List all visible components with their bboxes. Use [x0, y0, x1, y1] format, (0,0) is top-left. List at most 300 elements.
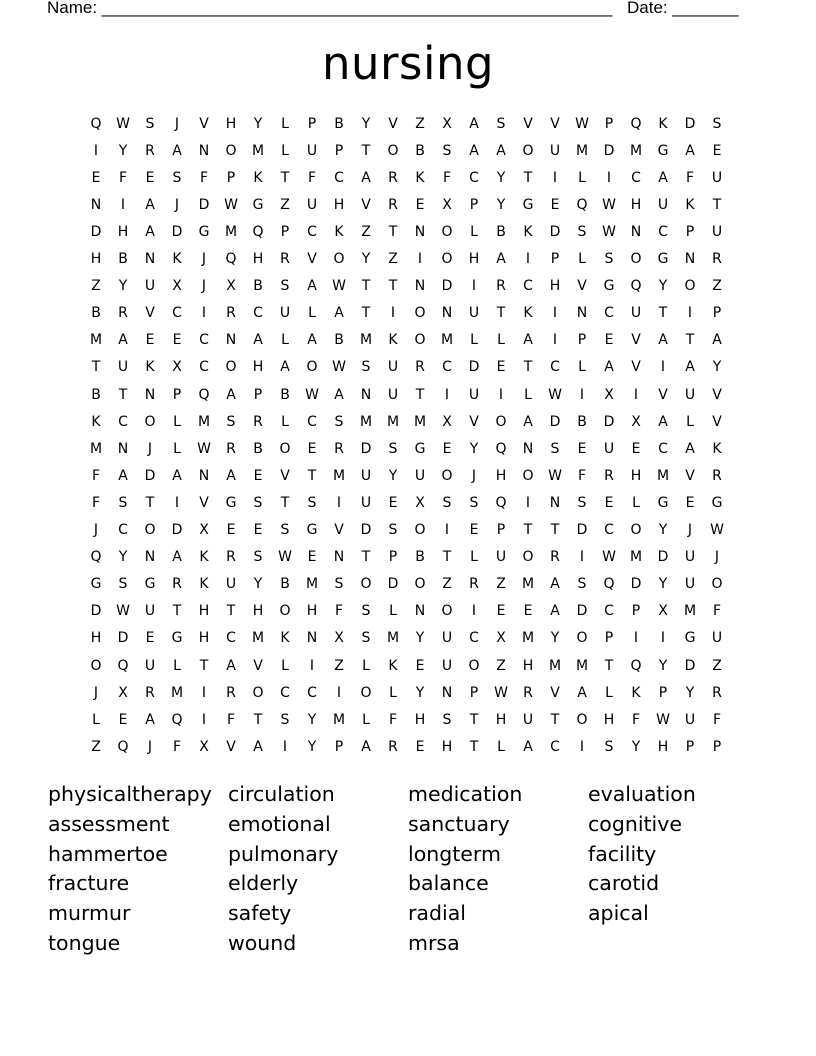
word-list-item: emotional: [228, 811, 331, 836]
grid-letter: D: [603, 142, 615, 159]
grid-letter: L: [686, 413, 694, 430]
grid-letter: V: [577, 278, 587, 295]
grid-letter: P: [280, 223, 290, 240]
grid-letter: A: [523, 738, 533, 755]
grid-letter: U: [306, 142, 318, 159]
grid-letter: K: [388, 332, 398, 349]
grid-letter: P: [253, 386, 263, 403]
grid-letter: W: [332, 359, 346, 376]
grid-letter: A: [253, 332, 263, 349]
grid-letter: O: [495, 413, 507, 430]
grid-letter: T: [253, 711, 263, 728]
grid-letter: B: [415, 549, 425, 566]
grid-letter: I: [687, 305, 693, 322]
grid-letter: W: [116, 603, 130, 620]
grid-letter: G: [144, 576, 156, 593]
grid-letter: Y: [253, 576, 263, 593]
grid-letter: Z: [334, 657, 344, 674]
grid-letter: U: [468, 386, 480, 403]
grid-letter: X: [334, 630, 344, 647]
grid-letter: I: [417, 251, 423, 267]
grid-letter: M: [170, 684, 184, 701]
grid-letter: L: [578, 359, 586, 376]
grid-letter: E: [415, 738, 425, 755]
grid-letter: L: [308, 305, 316, 322]
word-list-item: hammertoe: [48, 841, 168, 866]
grid-letter: Z: [712, 657, 722, 674]
grid-letter: O: [684, 278, 696, 295]
grid-letter: T: [307, 467, 317, 484]
word-list-item: physicaltherapy: [48, 782, 212, 806]
grid-letter: U: [441, 657, 453, 674]
grid-letter: T: [280, 494, 290, 511]
grid-letter: P: [712, 738, 722, 755]
grid-letter: R: [415, 359, 425, 376]
grid-letter: R: [118, 305, 128, 322]
grid-letter: T: [361, 142, 371, 159]
grid-letter: C: [118, 413, 128, 430]
grid-letter: O: [522, 142, 534, 159]
word-list-item: wound: [228, 931, 297, 955]
grid-letter: P: [226, 169, 236, 186]
grid-letter: N: [198, 142, 210, 159]
grid-letter: E: [91, 169, 101, 186]
word-list-item: apical: [588, 901, 649, 926]
grid-letter: Y: [658, 522, 668, 538]
grid-letter: J: [201, 278, 207, 295]
grid-letter: U: [360, 467, 372, 484]
grid-letter: J: [147, 738, 153, 755]
grid-letter: Y: [388, 467, 398, 484]
grid-letter: E: [604, 494, 614, 511]
grid-letter: U: [711, 223, 723, 240]
grid-letter: L: [362, 657, 370, 674]
grid-letter: I: [471, 603, 477, 620]
grid-letter: V: [253, 657, 263, 674]
grid-letter: G: [711, 494, 723, 511]
grid-letter: E: [550, 196, 560, 213]
grid-letter: W: [710, 522, 724, 538]
grid-letter: I: [579, 738, 585, 755]
grid-letter: N: [414, 278, 426, 295]
grid-letter: C: [199, 332, 209, 349]
grid-letter: F: [199, 169, 209, 186]
grid-letter: E: [145, 332, 155, 349]
grid-letter: E: [496, 359, 506, 376]
grid-letter: W: [548, 467, 562, 484]
grid-letter: V: [280, 467, 290, 484]
grid-letter: A: [361, 169, 371, 186]
grid-letter: C: [334, 169, 344, 186]
grid-letter: I: [471, 278, 477, 295]
grid-letter: P: [469, 196, 479, 213]
grid-letter: A: [550, 576, 560, 593]
grid-letter: M: [305, 576, 319, 593]
grid-letter: D: [90, 223, 102, 240]
grid-letter: Y: [631, 738, 641, 755]
grid-letter: T: [604, 657, 614, 674]
grid-letter: K: [685, 196, 695, 213]
grid-letter: E: [415, 657, 425, 674]
grid-letter: O: [279, 603, 291, 620]
grid-letter: U: [711, 630, 723, 647]
grid-letter: T: [469, 738, 479, 755]
grid-letter: C: [469, 169, 479, 186]
grid-letter: A: [685, 440, 695, 457]
grid-letter: O: [630, 522, 642, 538]
grid-letter: M: [224, 223, 238, 240]
grid-letter: T: [550, 522, 560, 538]
grid-letter: R: [388, 196, 398, 213]
grid-letter: Y: [685, 684, 695, 701]
grid-letter: S: [577, 494, 587, 511]
grid-letter: C: [631, 169, 641, 186]
word-list-item: elderly: [228, 871, 299, 896]
grid-letter: Z: [280, 196, 290, 213]
grid-letter: U: [387, 386, 399, 403]
grid-letter: X: [172, 359, 182, 376]
grid-letter: A: [361, 738, 371, 755]
grid-letter: C: [253, 305, 263, 322]
grid-letter: F: [388, 711, 398, 728]
grid-letter: K: [658, 115, 668, 132]
grid-letter: Y: [469, 440, 479, 457]
grid-letter: P: [577, 332, 587, 349]
grid-letter: J: [174, 196, 180, 213]
grid-letter: U: [441, 630, 453, 647]
grid-letter: M: [386, 630, 400, 647]
grid-letter: H: [630, 467, 642, 484]
grid-letter: M: [440, 332, 454, 349]
grid-letter: I: [633, 386, 639, 403]
grid-letter: A: [469, 115, 479, 132]
grid-letter: W: [494, 684, 508, 701]
grid-letter: H: [252, 359, 264, 376]
grid-letter: I: [174, 494, 180, 511]
word-list-item: assessment: [48, 811, 170, 836]
grid-letter: Q: [225, 251, 237, 267]
grid-letter: M: [656, 467, 670, 484]
grid-letter: S: [442, 142, 452, 159]
grid-letter: B: [253, 440, 263, 457]
grid-letter: L: [281, 142, 289, 159]
grid-letter: Y: [658, 278, 668, 295]
grid-letter: A: [226, 657, 236, 674]
grid-letter: J: [93, 522, 99, 538]
grid-letter: W: [116, 115, 130, 132]
grid-letter: V: [631, 332, 641, 349]
grid-letter: X: [199, 522, 209, 538]
grid-letter: S: [361, 603, 371, 620]
grid-letter: Y: [118, 278, 128, 295]
grid-letter: N: [333, 549, 345, 566]
grid-letter: B: [91, 386, 101, 403]
word-list-item: pulmonary: [228, 841, 339, 866]
grid-letter: R: [226, 684, 236, 701]
grid-letter: D: [684, 657, 696, 674]
grid-letter: M: [197, 413, 211, 430]
grid-letter: N: [630, 223, 642, 240]
grid-letter: O: [144, 413, 156, 430]
grid-letter: E: [577, 440, 587, 457]
grid-letter: G: [657, 494, 669, 511]
grid-letter: S: [226, 413, 236, 430]
grid-letter: N: [225, 332, 237, 349]
grid-letter: V: [631, 359, 641, 376]
grid-letter: H: [252, 603, 264, 620]
grid-letter: I: [552, 332, 558, 349]
grid-letter: P: [685, 738, 695, 755]
grid-letter: E: [469, 522, 479, 538]
grid-letter: N: [144, 251, 156, 267]
grid-letter: H: [468, 251, 480, 267]
grid-letter: U: [711, 169, 723, 186]
grid-letter: U: [684, 386, 696, 403]
grid-letter: S: [253, 549, 263, 566]
grid-letter: V: [388, 115, 398, 132]
grid-letter: X: [172, 278, 182, 295]
grid-letter: A: [172, 142, 182, 159]
grid-letter: D: [171, 522, 183, 538]
grid-letter: I: [201, 305, 207, 322]
grid-letter: N: [684, 251, 696, 267]
grid-letter: A: [145, 711, 155, 728]
grid-letter: J: [93, 684, 99, 701]
grid-letter: O: [414, 305, 426, 322]
grid-letter: P: [469, 684, 479, 701]
grid-letter: T: [469, 711, 479, 728]
grid-letter: H: [603, 711, 615, 728]
grid-letter: Q: [90, 115, 102, 132]
grid-letter: W: [224, 196, 238, 213]
grid-letter: O: [144, 522, 156, 538]
grid-letter: Q: [117, 738, 129, 755]
grid-letter: T: [658, 305, 668, 322]
grid-letter: G: [657, 142, 669, 159]
grid-letter: I: [579, 386, 585, 403]
grid-letter: H: [306, 603, 318, 620]
grid-letter: D: [90, 603, 102, 620]
grid-letter: O: [360, 576, 372, 593]
grid-letter: D: [198, 196, 210, 213]
grid-letter: Z: [361, 223, 371, 240]
grid-letter: H: [252, 251, 264, 267]
grid-letter: V: [199, 494, 209, 511]
grid-letter: I: [444, 386, 450, 403]
grid-letter: U: [360, 494, 372, 511]
grid-letter: A: [658, 169, 668, 186]
grid-letter: V: [523, 115, 533, 132]
grid-letter: C: [550, 359, 560, 376]
grid-letter: A: [523, 413, 533, 430]
grid-letter: J: [201, 251, 207, 267]
grid-letter: R: [388, 738, 398, 755]
grid-letter: C: [226, 630, 236, 647]
grid-letter: Y: [361, 251, 371, 267]
grid-letter: N: [198, 467, 210, 484]
grid-letter: Y: [307, 711, 317, 728]
grid-letter: S: [253, 494, 263, 511]
grid-letter: F: [712, 603, 722, 620]
grid-letter: G: [603, 278, 615, 295]
grid-letter: A: [334, 386, 344, 403]
grid-letter: Z: [712, 278, 722, 295]
grid-letter: S: [388, 522, 398, 538]
grid-letter: B: [577, 413, 587, 430]
grid-letter: H: [198, 630, 210, 647]
grid-letter: K: [712, 440, 722, 457]
grid-letter: S: [469, 494, 479, 511]
grid-letter: T: [523, 169, 533, 186]
grid-letter: P: [388, 549, 398, 566]
grid-letter: S: [118, 576, 128, 593]
grid-letter: I: [525, 494, 531, 511]
grid-letter: D: [441, 278, 453, 295]
grid-letter: H: [90, 251, 102, 267]
grid-letter: I: [660, 630, 666, 647]
grid-letter: C: [469, 630, 479, 647]
grid-letter: S: [577, 576, 587, 593]
grid-letter: A: [496, 142, 506, 159]
grid-letter: L: [470, 223, 478, 240]
grid-letter: P: [307, 115, 317, 132]
grid-letter: E: [307, 440, 317, 457]
grid-letter: G: [90, 576, 102, 593]
grid-letter: A: [550, 603, 560, 620]
grid-letter: L: [632, 494, 640, 511]
grid-letter: W: [602, 196, 616, 213]
grid-letter: L: [497, 332, 505, 349]
grid-letter: X: [415, 494, 425, 511]
grid-letter: V: [712, 386, 722, 403]
grid-letter: D: [360, 522, 372, 538]
grid-letter: O: [441, 223, 453, 240]
grid-letter: H: [333, 196, 345, 213]
grid-letter: H: [225, 115, 237, 132]
grid-letter: H: [414, 711, 426, 728]
grid-letter: R: [523, 684, 533, 701]
grid-letter: Y: [415, 684, 425, 701]
grid-letter: U: [549, 142, 561, 159]
grid-letter: W: [332, 278, 346, 295]
word-list-item: safety: [228, 901, 292, 926]
grid-letter: C: [604, 522, 614, 538]
grid-letter: U: [414, 467, 426, 484]
grid-letter: A: [118, 467, 128, 484]
grid-letter: B: [91, 305, 101, 322]
grid-letter: K: [145, 359, 155, 376]
grid-letter: X: [496, 630, 506, 647]
grid-letter: M: [521, 576, 535, 593]
grid-letter: T: [496, 305, 506, 322]
grid-letter: D: [360, 440, 372, 457]
grid-letter: A: [226, 386, 236, 403]
grid-letter: P: [712, 305, 722, 322]
grid-letter: R: [469, 576, 479, 593]
grid-letter: T: [442, 549, 452, 566]
grid-letter: L: [173, 657, 181, 674]
grid-letter: A: [712, 332, 722, 349]
grid-letter: O: [90, 657, 102, 674]
grid-letter: G: [657, 251, 669, 267]
grid-letter: U: [522, 711, 534, 728]
grid-letter: R: [712, 684, 722, 701]
grid-letter: D: [549, 413, 561, 430]
grid-letter: G: [522, 196, 534, 213]
grid-letter: N: [441, 684, 453, 701]
grid-letter: G: [198, 223, 210, 240]
grid-letter: Y: [361, 115, 371, 132]
grid-letter: N: [144, 549, 156, 566]
grid-letter: E: [172, 332, 182, 349]
name-field-label: Name: ______________________________________________________: [47, 0, 613, 17]
word-list-item: tongue: [48, 931, 121, 955]
grid-letter: Q: [495, 440, 507, 457]
grid-letter: W: [656, 711, 670, 728]
grid-letter: A: [658, 413, 668, 430]
grid-letter: Q: [117, 657, 129, 674]
grid-letter: O: [414, 576, 426, 593]
grid-letter: O: [225, 142, 237, 159]
grid-letter: T: [172, 603, 182, 620]
grid-letter: T: [523, 359, 533, 376]
grid-letter: U: [117, 359, 129, 376]
grid-letter: O: [225, 359, 237, 376]
grid-letter: L: [362, 711, 370, 728]
word-list-item: radial: [408, 901, 466, 926]
grid-letter: L: [470, 549, 478, 566]
grid-letter: A: [172, 549, 182, 566]
grid-letter: K: [199, 549, 209, 566]
grid-letter: X: [442, 115, 452, 132]
grid-letter: Q: [171, 711, 183, 728]
grid-letter: Z: [496, 657, 506, 674]
grid-letter: Q: [630, 657, 642, 674]
grid-letter: V: [469, 413, 479, 430]
grid-letter: O: [711, 576, 723, 593]
grid-letter: A: [172, 467, 182, 484]
grid-letter: Q: [603, 576, 615, 593]
grid-letter: L: [281, 332, 289, 349]
grid-letter: R: [604, 467, 614, 484]
grid-letter: T: [388, 278, 398, 295]
grid-letter: Q: [576, 196, 588, 213]
grid-letter: M: [683, 603, 697, 620]
grid-letter: E: [253, 467, 263, 484]
word-list-item: circulation: [228, 782, 335, 806]
grid-letter: S: [604, 251, 614, 267]
grid-letter: D: [684, 115, 696, 132]
grid-letter: M: [359, 332, 373, 349]
grid-letter: F: [577, 467, 587, 484]
grid-letter: X: [604, 386, 614, 403]
grid-letter: D: [576, 603, 588, 620]
grid-letter: P: [496, 522, 506, 538]
grid-letter: E: [442, 440, 452, 457]
grid-letter: Z: [91, 278, 101, 295]
grid-letter: A: [280, 359, 290, 376]
grid-letter: I: [552, 169, 558, 186]
grid-letter: V: [307, 251, 317, 267]
grid-letter: O: [522, 549, 534, 566]
grid-letter: W: [602, 223, 616, 240]
grid-letter: I: [93, 142, 99, 159]
grid-letter: C: [604, 305, 614, 322]
grid-letter: U: [657, 196, 669, 213]
grid-letter: S: [280, 522, 290, 538]
grid-letter: D: [630, 576, 642, 593]
grid-letter: Z: [415, 115, 425, 132]
